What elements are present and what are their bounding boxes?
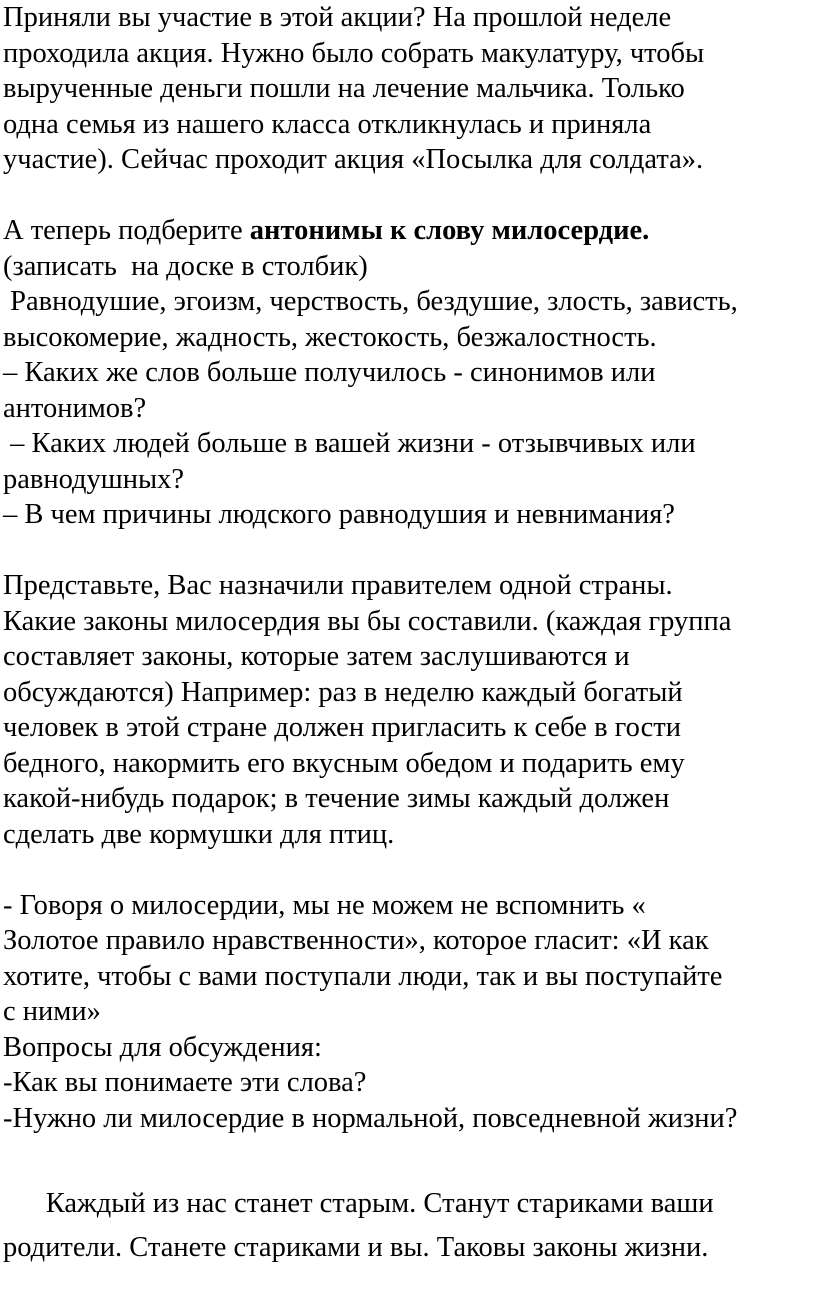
text-line: вырученные деньги пошли на лечение мальчика. Только — [3, 73, 685, 104]
paragraph-laws — [3, 568, 815, 852]
blank-line — [3, 852, 815, 888]
text-line: одна семья из нашего класса откликнулась и приняла — [3, 108, 652, 140]
text-line: участие). Сейчас проходит акция «Посылка для солдата». — [3, 144, 704, 175]
text-line: - Говоря о милосердии, мы не можем не вспомнить « — [3, 889, 646, 921]
text-line: составляет законы, которые затем заслушиваются и — [3, 641, 630, 672]
paragraph-antonyms — [3, 213, 815, 533]
text-line: человек в этой стране должен пригласить к себе в гости — [3, 712, 681, 743]
text-line: Какие законы милосердия вы бы составили. (каждая группа — [3, 605, 732, 637]
blank-line — [3, 178, 815, 214]
text-line: Вопросы для обсуждения: — [3, 1031, 322, 1063]
text-line: хотите, чтобы с вами поступали люди, так и вы поступайте — [3, 960, 723, 992]
text-line: равнодушных? — [3, 463, 185, 495]
text-line: какой-нибудь подарок; в течение зимы каждый должен — [3, 783, 670, 814]
text-line: -Нужно ли милосердие в нормальной, повседневной жизни? — [3, 1102, 738, 1134]
text-line: Каждый из нас станет старым. Станут стариками ваши — [3, 1187, 714, 1219]
text-line: сделать две кормушки для птиц. — [3, 818, 395, 850]
paragraph-golden-rule — [3, 888, 815, 1137]
blank-line — [3, 1136, 815, 1172]
text-line: высокомерие, жадность, жестокость, безжалостность. — [3, 321, 657, 353]
text-line: антонимов? — [3, 392, 147, 424]
blank-line — [3, 533, 815, 569]
text-line: проходила акция. Нужно было собрать макулатуру, чтобы — [3, 37, 705, 69]
text-line: – Каких же слов больше получилось - синонимов или — [3, 357, 656, 388]
text-line: Равнодушие, эгоизм, черствость, бездушие, злость, зависть, — [3, 286, 738, 317]
text-line: Представьте, Вас назначили правителем одной страны. — [3, 570, 673, 601]
text-line: обсуждаются) Например: раз в неделю каждый богатый — [3, 676, 683, 708]
text-line: – В чем причины людского равнодушия и невнимания? — [3, 499, 675, 530]
antonyms-bold: антонимы к слову милосердие. — [249, 215, 650, 246]
text-line: бедного, накормить его вкусным обедом и подарить ему — [3, 747, 685, 779]
text-line: Золотое правило нравственности», которое гласит: «И как — [3, 925, 709, 956]
paragraph-campaign — [3, 0, 815, 178]
text-line: (записать на доске в столбик) — [3, 250, 368, 282]
paragraph-old-age — [3, 1182, 815, 1270]
text-line: с ними» — [3, 996, 101, 1027]
document-page — [3, 0, 815, 1270]
antonyms-intro: А теперь подберите — [3, 215, 250, 246]
antonyms-heading — [3, 213, 815, 249]
text-line: Приняли вы участие в этой акции? На прошлой неделе — [3, 2, 672, 33]
text-line: родители. Станете стариками и вы. Таковы законы жизни. — [3, 1231, 709, 1263]
text-line: – Каких людей больше в вашей жизни - отзывчивых или — [3, 428, 696, 459]
text-line: -Как вы понимаете эти слова? — [3, 1067, 367, 1098]
